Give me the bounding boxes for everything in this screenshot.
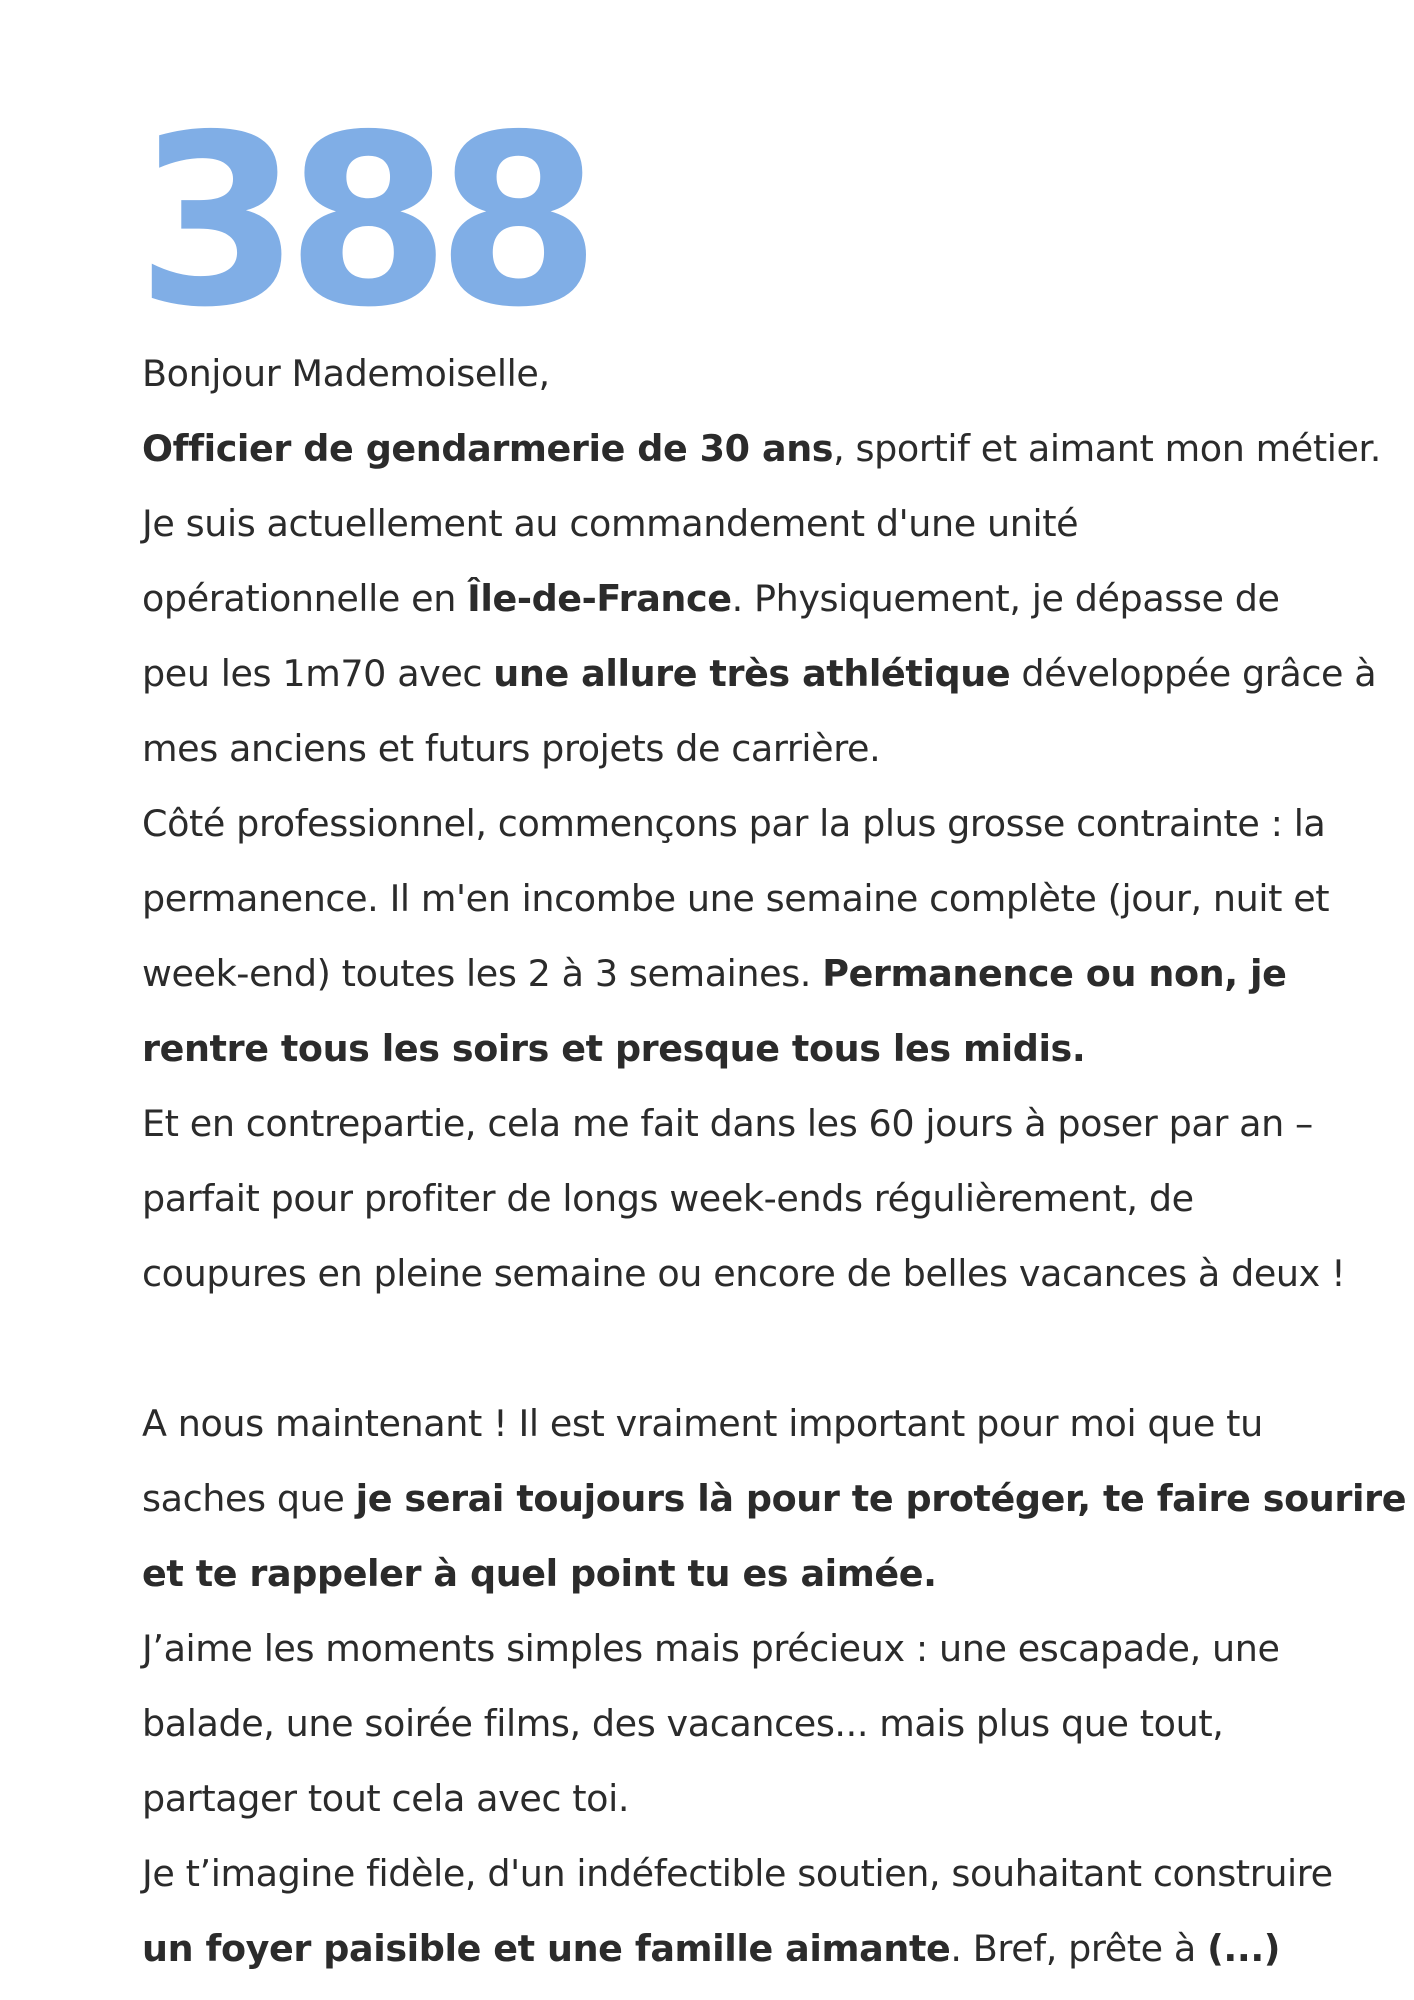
text-span: développée grâce à	[1010, 652, 1377, 695]
text-line: J’aime les moments simples mais précieux : une escapade, une	[142, 1627, 1280, 1670]
text-line: Et en contrepartie, cela me fait dans les 60 jours à poser par an –	[142, 1102, 1313, 1145]
text-span: , sportif et aimant mon métier.	[833, 427, 1382, 470]
text-span: opérationnelle en	[142, 577, 468, 620]
paragraph-spacer	[142, 1311, 1410, 1386]
text-line	[142, 636, 1410, 711]
profile-text	[142, 336, 1410, 1986]
text-line	[142, 561, 1410, 636]
text-span: peu les 1m70 avec	[142, 652, 494, 695]
text-line: coupures en pleine semaine ou encore de belles vacances à deux !	[142, 1252, 1346, 1295]
bold-text: Permanence ou non, je	[822, 952, 1287, 995]
bold-text: Île-de-France	[467, 577, 732, 620]
text-line: parfait pour profiter de longs week-ends régulièrement, de	[142, 1177, 1194, 1220]
text-line: permanence. Il m'en incombe une semaine complète (jour, nuit et	[142, 877, 1330, 920]
text-line: A nous maintenant ! Il est vraiment important pour moi que tu	[142, 1402, 1263, 1445]
bold-text: et te rappeler à quel point tu es aimée.	[142, 1552, 937, 1595]
bold-text: Officier de gendarmerie de 30 ans	[142, 427, 834, 470]
bold-text: je serai toujours là pour te protéger, te faire sourire	[355, 1477, 1407, 1520]
text-line	[142, 1911, 1410, 1986]
text-span: . Bref, prête à	[950, 1927, 1208, 1970]
text-span: saches que	[142, 1477, 356, 1520]
greeting: Bonjour Mademoiselle,	[142, 352, 550, 395]
bold-text: un foyer paisible et une famille aimante	[142, 1927, 951, 1970]
text-line: Je suis actuellement au commandement d'une unité	[142, 502, 1079, 545]
text-line: balade, une soirée films, des vacances... mais plus que tout,	[142, 1702, 1224, 1745]
bold-text: une allure très athlétique	[493, 652, 1011, 695]
text-line	[142, 411, 1410, 486]
text-span: week-end) toutes les 2 à 3 semaines.	[142, 952, 823, 995]
text-line	[142, 1536, 1410, 1611]
profile-number: 388	[136, 84, 587, 359]
text-line: partager tout cela avec toi.	[142, 1777, 630, 1820]
bold-text: (...)	[1207, 1927, 1281, 1970]
text-line	[142, 1461, 1410, 1536]
bold-text: rentre tous les soirs et presque tous les midis.	[142, 1027, 1086, 1070]
text-line	[142, 936, 1410, 1011]
text-line: Je t’imagine fidèle, d'un indéfectible soutien, souhaitant construire	[142, 1852, 1333, 1895]
text-line: Côté professionnel, commençons par la plus grosse contrainte : la	[142, 802, 1326, 845]
text-line: mes anciens et futurs projets de carrière.	[142, 727, 881, 770]
text-line	[142, 1011, 1410, 1086]
text-span: . Physiquement, je dépasse de	[731, 577, 1280, 620]
